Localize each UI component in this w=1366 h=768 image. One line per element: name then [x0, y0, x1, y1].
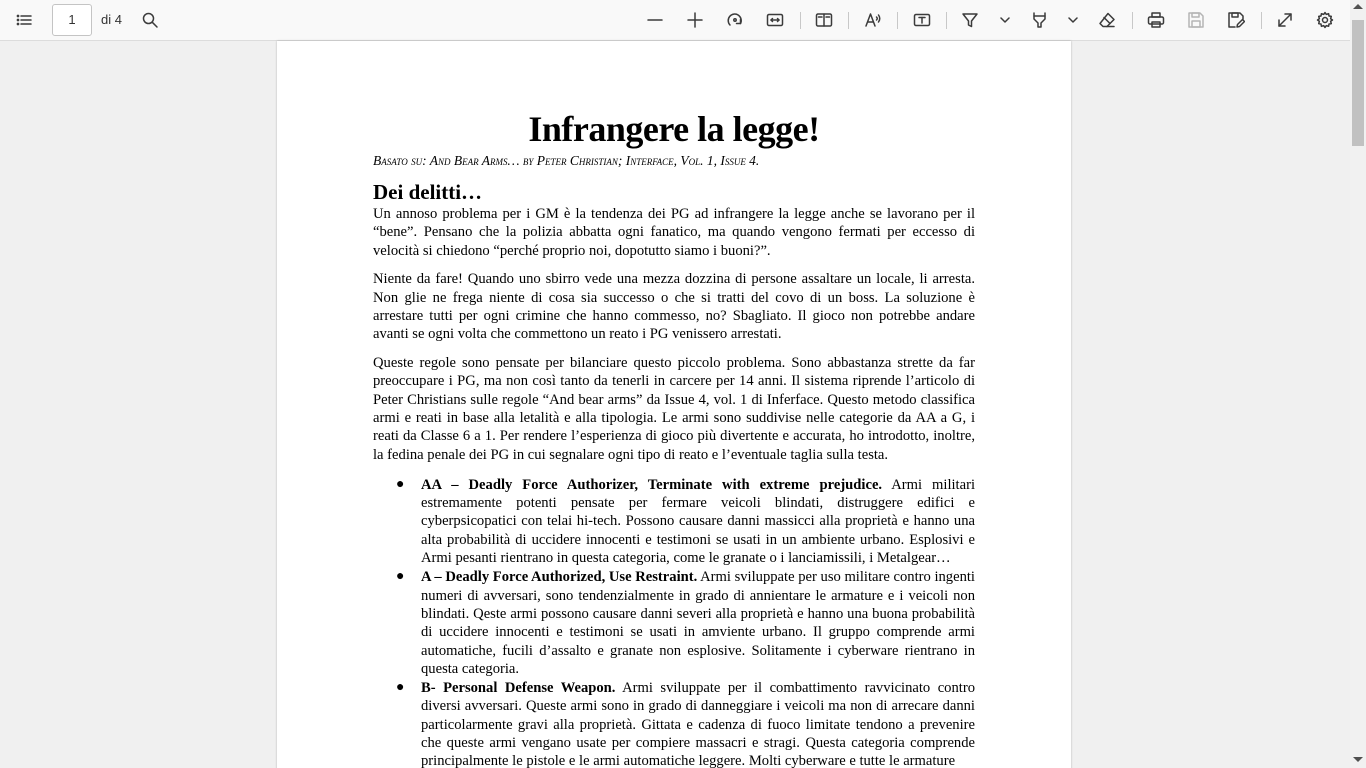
- toolbar-divider: [897, 12, 898, 29]
- save-as-button[interactable]: [1222, 6, 1250, 34]
- highlight-options-button[interactable]: [991, 6, 1019, 34]
- table-of-contents-button[interactable]: [10, 6, 38, 34]
- paragraph: Niente da fare! Quando uno sbirro vede una mezza dozzina di persone assaltare un locale, li arresta. Non glie ne frega niente di cosa sia successo o che si tratti del covo di un boss. La soluzione è arrestare tutti per ogni crimine che hanno commesso, no? Sbagliato. Il gioco non potrebbe andare avanti se ogni volta che commettono un reato i PG venissero arrestati.: [373, 271, 975, 343]
- print-icon: [1147, 11, 1165, 29]
- erase-button[interactable]: [1093, 6, 1121, 34]
- bullet-icon: ●: [396, 569, 405, 585]
- gear-icon: [1316, 11, 1334, 29]
- fit-width-icon: [766, 11, 784, 29]
- zoom-in-button[interactable]: [681, 6, 709, 34]
- category-text: Armi militari estremamente potenti pensate per fermare veicoli blindati, distruggere edifici e cyberpsicopatici con telai hi-tech. Possono causare danni massicci alla proprietà e hanno una alta probabilità di uccidere innocenti e testimoni se usati in un ambiente urbano. Esplosivi e Armi pesanti rientrano in questa categoria, come le granate o i lanciamissili, i Metalgear…: [421, 476, 975, 567]
- scroll-down-arrow-icon[interactable]: [1353, 757, 1363, 762]
- category-title: A – Deadly Force Authorized, Use Restraint.: [421, 569, 698, 586]
- list-icon: [15, 11, 33, 29]
- vertical-scrollbar[interactable]: [1350, 0, 1366, 768]
- print-button[interactable]: [1142, 6, 1170, 34]
- two-page-icon: [815, 11, 833, 29]
- list-item: [373, 679, 975, 768]
- document-title: Infrangere la legge!: [528, 109, 820, 149]
- save-icon: [1187, 11, 1205, 29]
- draw-icon: [1030, 11, 1048, 29]
- document-subtitle: Basato su: And Bear Arms… by Peter Christian; Interface, Vol. 1, Issue 4.: [373, 153, 760, 168]
- chevron-down-icon: [1068, 15, 1078, 25]
- scrollbar-thumb[interactable]: [1352, 20, 1364, 146]
- pdf-page: [277, 41, 1071, 768]
- section-heading: Dei delitti…: [373, 180, 483, 204]
- toolbar-divider: [800, 12, 801, 29]
- weapon-category-list: [373, 476, 975, 768]
- list-item: [373, 568, 975, 678]
- bullet-icon: ●: [396, 680, 405, 696]
- page-total-label: di 4: [101, 12, 122, 27]
- draw-options-button[interactable]: [1059, 6, 1087, 34]
- zoom-in-icon: [686, 11, 704, 29]
- toolbar-divider: [848, 12, 849, 29]
- save-as-icon: [1227, 11, 1245, 29]
- read-aloud-icon: [864, 11, 882, 29]
- search-icon: [141, 11, 159, 29]
- fullscreen-button[interactable]: [1271, 6, 1299, 34]
- bullet-icon: ●: [396, 476, 405, 492]
- add-text-button[interactable]: [908, 6, 936, 34]
- toolbar-divider: [1261, 12, 1262, 29]
- chevron-down-icon: [1000, 15, 1010, 25]
- draw-button[interactable]: [1025, 6, 1053, 34]
- settings-button[interactable]: [1311, 6, 1339, 34]
- category-text: Armi sviluppate per il combattimento ravvicinato contro diversi avversari. Queste armi sono in grado di danneggiare i veicoli ma non di arrecare danni particolarmente gravi alla proprietà. Gittata e cadenza di fuoco limitate tendono a prevenire che queste armi vengano usate per compiere massacri e stragi. Questa categoria comprende principalmente le pistole e le armi automatiche leggere. Molti cyberware e tutte le armature: [421, 680, 975, 768]
- zoom-out-button[interactable]: [641, 6, 669, 34]
- category-text: Armi sviluppate per uso militare contro ingenti numeri di avversari, sono tendenzialmente in grado di annientare le armature e i veicoli non blindati. Qeste armi possono causare danni severi alla proprietà e hanno una buona probabilità di uccidere innocenti e testimoni se usati in amviente urbano. Il gruppo comprende armi automatiche, fucili d’assalto e granate non esplosive. Solitamente i cyberware rientrano in questa categoria.: [421, 569, 975, 677]
- pdf-toolbar: [0, 0, 1366, 41]
- category-title: AA – Deadly Force Authorizer, Terminate with extreme prejudice.: [421, 476, 883, 493]
- search-button[interactable]: [136, 6, 164, 34]
- scroll-up-arrow-icon[interactable]: [1353, 4, 1363, 9]
- save-button[interactable]: [1182, 6, 1210, 34]
- toolbar-divider: [1132, 12, 1133, 29]
- paragraph: Un annoso problema per i GM è la tendenza dei PG ad infrangere la legge anche se lavorano per il “bene”. Pensano che la polizia abbatta ogni fanatico, ma quando vengono fermati per eccesso di velocità si chiedono “perché proprio noi, dopotutto siamo i buoni?”.: [373, 206, 975, 259]
- fullscreen-icon: [1276, 11, 1294, 29]
- toolbar-divider: [946, 12, 947, 29]
- zoom-out-icon: [646, 11, 664, 29]
- fit-width-button[interactable]: [761, 6, 789, 34]
- category-title: B- Personal Defense Weapon.: [421, 680, 616, 697]
- list-item: [373, 476, 975, 567]
- rotate-icon: [726, 11, 744, 29]
- read-aloud-button[interactable]: [859, 6, 887, 34]
- paragraph: Queste regole sono pensate per bilanciare questo piccolo problema. Sono abbastanza strette da far preoccupare i PG, ma non così tanto da tenerli in carcere per 14 anni. Il sistema riprende l’articolo di Peter Christians sulle regole “And bear arms” da Issue 4, vol. 1 di Inferface. Questo metodo classifica armi e reati in base alla letalità e alla tipologia. Le armi sono suddivise nelle categorie da AA a G, i reati da Classe 6 a 1. Per rendere l’esperienza di gioco più divertente e accurata, ho introdotto, inoltre, la fedina penale dei PG in cui segnalare ogni tipo di reato e l’eventuale taglia sulla testa.: [373, 355, 975, 463]
- page-view-button[interactable]: [810, 6, 838, 34]
- page-content: [373, 107, 975, 768]
- rotate-button[interactable]: [721, 6, 749, 34]
- highlight-button[interactable]: [956, 6, 984, 34]
- eraser-icon: [1098, 11, 1116, 29]
- text-box-icon: [913, 11, 931, 29]
- page-number-input[interactable]: 1: [52, 4, 92, 36]
- highlight-icon: [961, 11, 979, 29]
